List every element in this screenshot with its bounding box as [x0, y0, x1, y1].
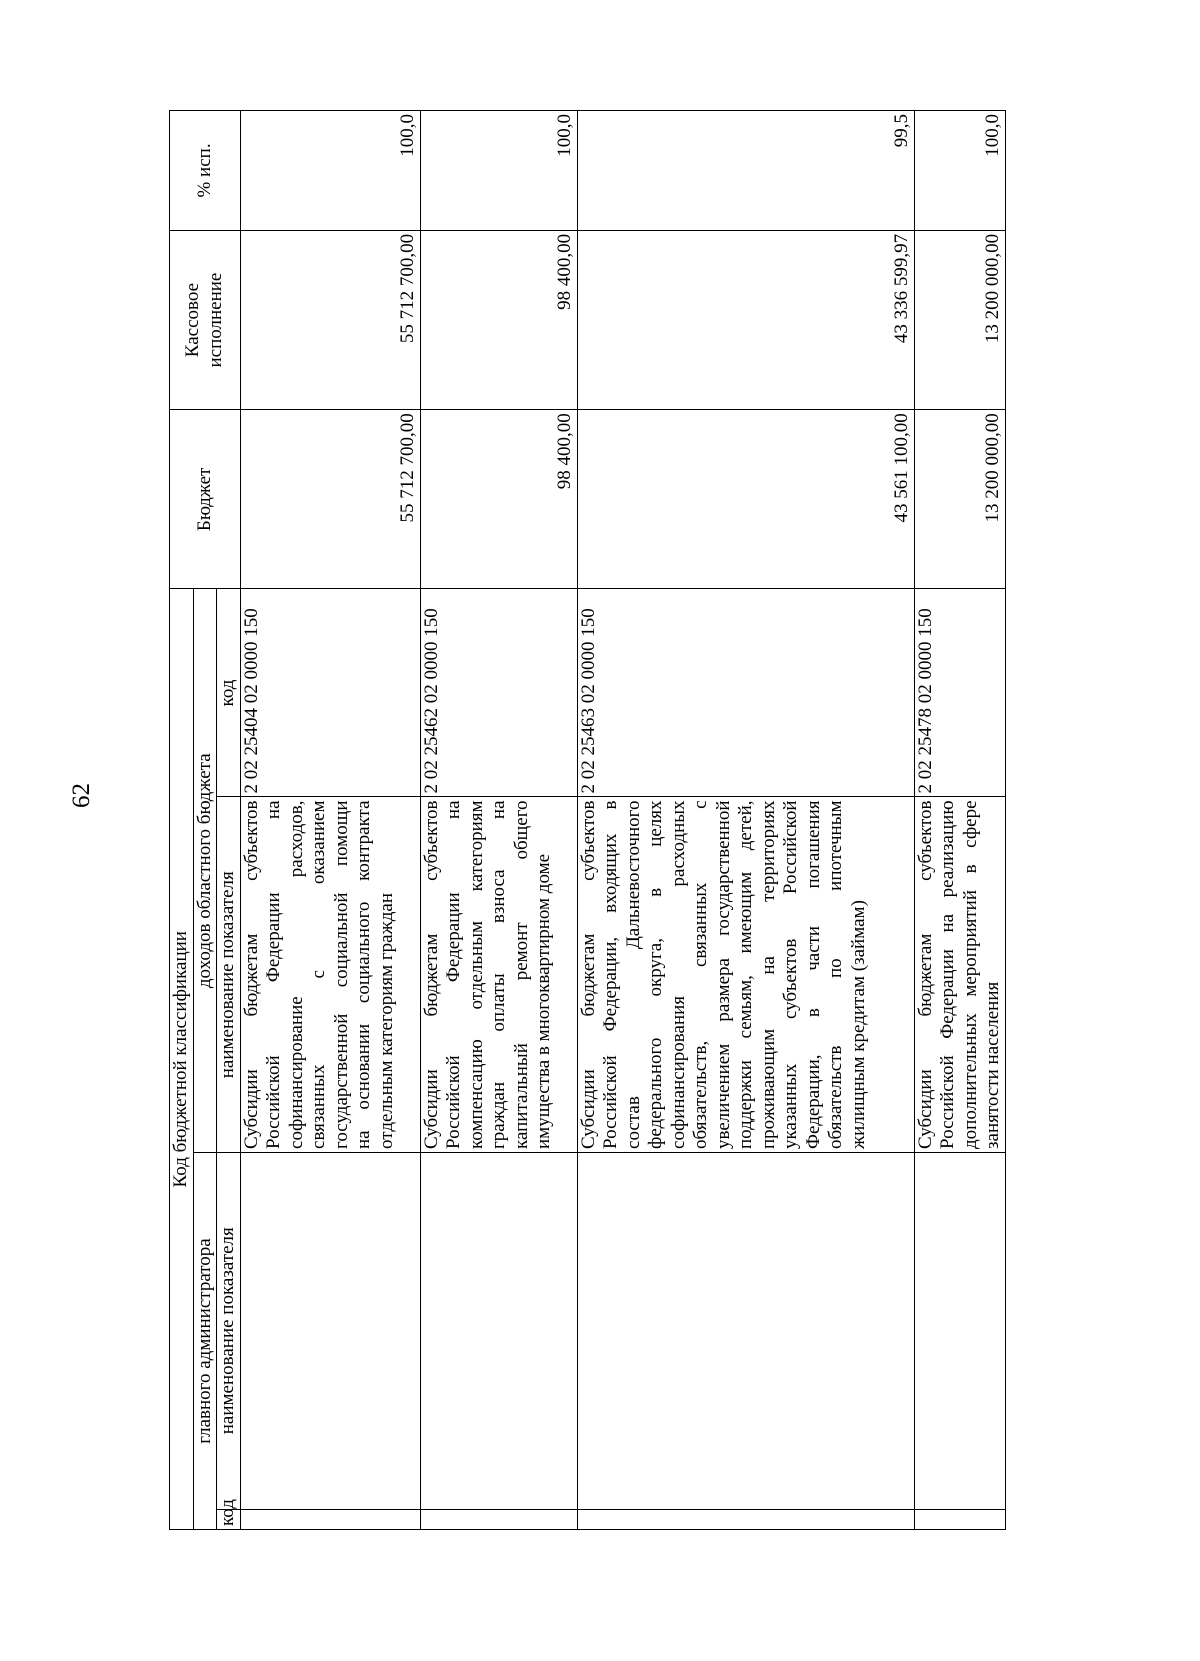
income-name-cell: [577, 797, 914, 1153]
name-line: жилищным кредитам (займам): [847, 900, 869, 1149]
name-line: Российской Федерации на: [263, 800, 284, 1149]
cash-execution-header: [170, 230, 241, 409]
budget-classification-table: [169, 110, 1006, 1530]
admin-name-cell: [577, 1152, 914, 1509]
cash-cell: 55 712 700,00: [240, 230, 420, 409]
table-row: [420, 111, 577, 1530]
cash-header-line2: исполнение: [204, 272, 226, 368]
admin-code-header: код: [217, 1509, 241, 1529]
admin-code-cell: [577, 1509, 914, 1529]
name-line: связанных с оказанием: [308, 800, 329, 1149]
percent-header: % исп.: [170, 111, 241, 231]
name-line: Российской Федерации, входящих в: [600, 800, 621, 1149]
name-line: софинансирования расходных: [667, 800, 689, 1149]
name-line: Российской Федерации на реализацию: [937, 800, 958, 1149]
admin-header: главного администратора: [193, 1152, 217, 1529]
budget-cell: 43 561 100,00: [577, 410, 914, 589]
income-name-header: наименование показателя: [217, 797, 241, 1153]
income-name-cell: [240, 797, 420, 1153]
name-line: компенсацию отдельным категориям: [465, 800, 487, 1149]
admin-name-cell: [914, 1152, 1005, 1509]
name-line: указанных субъектов Российской: [780, 800, 801, 1149]
name-line: занятости населения: [982, 981, 1003, 1149]
income-code-cell: 2 02 25478 02 0000 150: [914, 589, 1005, 797]
cash-cell: 43 336 599,97: [577, 230, 914, 409]
table-row: [914, 111, 1005, 1530]
cash-cell: 98 400,00: [420, 230, 577, 409]
admin-name-cell: [420, 1152, 577, 1509]
percent-cell: 100,0: [914, 111, 1005, 231]
header-row-1: [170, 111, 194, 1530]
admin-name-header: наименование показателя: [217, 1152, 241, 1509]
name-line: Субсидии бюджетам субъектов: [420, 800, 442, 1149]
name-line: увеличением размера государственной: [712, 800, 734, 1149]
kbk-header: Код бюджетной классификации: [170, 589, 194, 1530]
budget-cell: 13 200 000,00: [914, 410, 1005, 589]
name-line: отдельным категориям граждан: [375, 892, 397, 1149]
income-code-cell: 2 02 25462 02 0000 150: [420, 589, 577, 797]
name-line: граждан оплаты взноса на: [488, 800, 509, 1149]
name-line: обязательств, связанных с: [690, 800, 711, 1149]
name-line: софинансирование расходов,: [285, 800, 307, 1149]
name-line: Российской Федерации на: [443, 800, 464, 1149]
name-line: Субсидии бюджетам субъектов: [577, 800, 599, 1149]
name-line: состав Дальневосточного: [622, 800, 644, 1149]
income-code-cell: 2 02 25463 02 0000 150: [577, 589, 914, 797]
budget-header: Бюджет: [170, 410, 241, 589]
admin-code-cell: [914, 1509, 1005, 1529]
name-line: проживающим на территориях: [757, 800, 779, 1149]
income-code-header: код: [217, 589, 241, 797]
name-line: капитальный ремонт общего: [510, 800, 532, 1149]
name-line: Субсидии бюджетам субъектов: [240, 800, 262, 1149]
cash-cell: 13 200 000,00: [914, 230, 1005, 409]
percent-cell: 100,0: [420, 111, 577, 231]
page-number: 62: [68, 783, 95, 808]
income-header: доходов областного бюджета: [193, 589, 217, 1153]
budget-cell: 55 712 700,00: [240, 410, 420, 589]
name-line: на основании социального контракта: [353, 800, 374, 1149]
name-line: поддержки семьям, имеющим детей,: [735, 800, 756, 1149]
percent-cell: 99,5: [577, 111, 914, 231]
budget-cell: 98 400,00: [420, 410, 577, 589]
income-code-cell: 2 02 25404 02 0000 150: [240, 589, 420, 797]
budget-table-sheet: [169, 110, 1094, 1530]
income-name-cell: [420, 797, 577, 1153]
name-line: государственной социальной помощи: [330, 800, 352, 1149]
income-name-cell: [914, 797, 1005, 1153]
name-line: Федерации, в части погашения: [802, 800, 824, 1149]
admin-code-cell: [240, 1509, 420, 1529]
cash-header-line1: Кассовое: [182, 282, 204, 358]
admin-name-cell: [240, 1152, 420, 1509]
admin-code-cell: [420, 1509, 577, 1529]
table-row: [577, 111, 914, 1530]
table-row: [240, 111, 420, 1530]
name-line: Субсидии бюджетам субъектов: [914, 800, 936, 1149]
name-line: дополнительных мероприятий в сфере: [959, 800, 981, 1149]
name-line: имущества в многоквартирном доме: [533, 853, 554, 1149]
percent-cell: 100,0: [240, 111, 420, 231]
name-line: обязательств по ипотечным: [825, 800, 846, 1149]
name-line: федерального округа, в целях: [645, 800, 666, 1149]
